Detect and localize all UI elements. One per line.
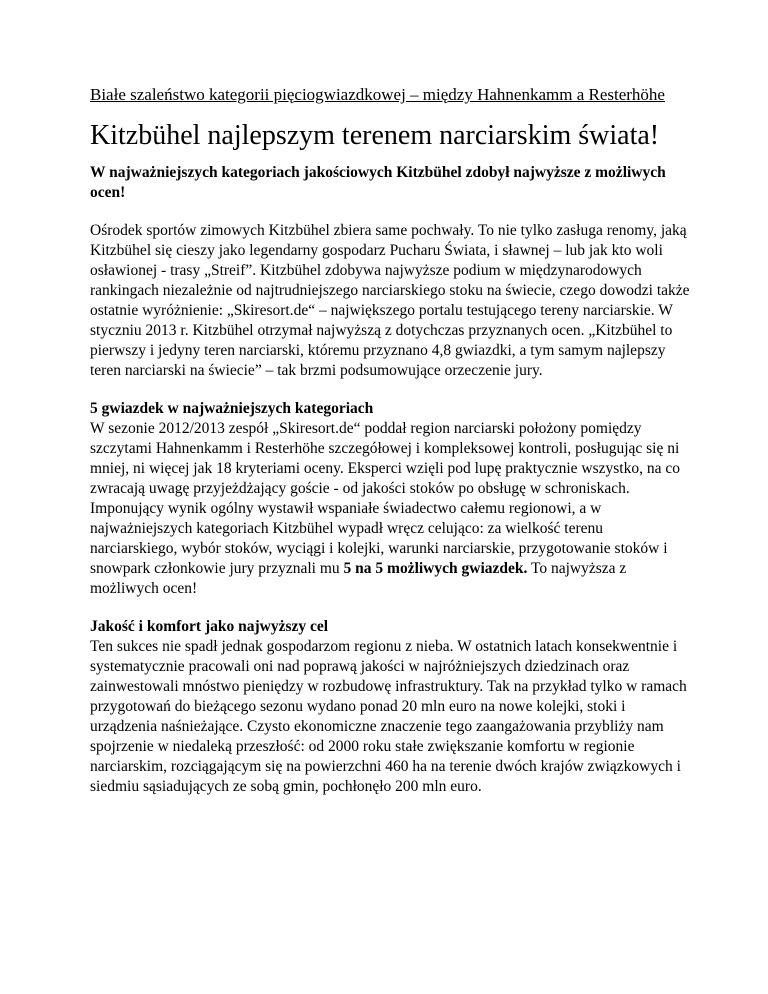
section-five-stars bbox=[90, 399, 690, 599]
section-quality bbox=[90, 617, 690, 797]
lead-paragraph: W najważniejszych kategoriach jakościowych Kitzbühel zdobył najwyższe z możliwych ocen! bbox=[90, 164, 666, 201]
document-page bbox=[90, 84, 690, 797]
intro-paragraph: Ośrodek sportów zimowych Kitzbühel zbiera same pochwały. To nie tylko zasługa renomy, jaką Kitzbühel się cieszy jako legendarny gospodarz Pucharu Świata, i sławnej – lub jak kto woli osławionej - trasy „Streif”. Kitzbühel zdobywa najwyższe podium w międzynarodowych rankingach niezależnie od najtrudniejszego narciarskiego stoku na świecie, czego dowodzi także ostatnie wyróżnienie: „Skiresort.de“ – największego portalu testującego tereny narciarskie. W styczniu 2013 r. Kitzbühel otrzymał najwyższą z dotychczas przyznanych ocen. „Kitzbühel to pierwszy i jedyny teren narciarski, któremu przyznano 4,8 gwiazdki, a tym samym najlepszy teren narciarski na świecie” – tak brzmi podsumowujące orzeczenie jury. bbox=[90, 222, 690, 379]
section-five-stars-heading: 5 gwiazdek w najważniejszych kategoriach bbox=[90, 400, 374, 417]
section-quality-text: Ten sukces nie spadł jednak gospodarzom regionu z nieba. W ostatnich latach konsekwentnie i systematycznie pracowali oni nad poprawą jakości w najróżniejszych dziedzinach oraz zainwestowali mnóstwo pieniędzy w rozbudowę infrastruktury. Tak na przykład tylko w ramach przygotowań do bieżącego sezonu wydano ponad 20 mln euro na nowe kolejki, stoki i urządzenia naśnieżające. Czysto ekonomiczne znaczenie tego zaangażowania przybliży nam spojrzenie w niedaleką przeszłość: od 2000 roku stałe zwiększanie komfortu w regionie narciarskim, rozciągającym się na powierzchni 460 ha na terenie dwóch krajów związkowych i siedmiu sąsiadujących ze sobą gmin, pochłonęło 200 mln euro. bbox=[90, 638, 687, 795]
section-five-stars-text bbox=[90, 419, 690, 599]
section-five-stars-highlight: 5 na 5 możliwych gwiazdek. bbox=[343, 560, 528, 577]
section-five-stars-text-start: W sezonie 2012/2013 zespół „Skiresort.de“ poddał region narciarski położony pomiędzy szczytami Hahnenkamm i Resterhöhe szczegółowej i kompleksowej kontroli, posługując się ni mniej, ni więcej jak 18 kryteriami oceny. Eksperci wzięli pod lupę praktycznie wszystko, na co zwracają uwagę przyjeżdżający goście - od jakości stoków po obsługę w schroniskach. Imponujący wynik ogólny wystawił wspaniałe świadectwo całemu regionowi, a w najważniejszych kategoriach Kitzbühel wypadł wręcz celująco: za wielkość terenu narciarskiego, wybór stoków, wyciągi i kolejki, warunki narciarskie, przygotowanie stoków i snowpark członkowie jury przyznali mu bbox=[90, 420, 680, 577]
section-quality-heading: Jakość i komfort jako najwyższy cel bbox=[90, 618, 329, 635]
section-five-stars-text-end: To najwyższa z możliwych ocen! bbox=[90, 560, 627, 597]
document-title: Kitzbühel najlepszym terenem narciarskim świata! bbox=[90, 120, 660, 151]
document-subtitle: Białe szaleństwo kategorii pięciogwiazdkowej – między Hahnenkamm a Resterhöhe bbox=[90, 85, 665, 104]
